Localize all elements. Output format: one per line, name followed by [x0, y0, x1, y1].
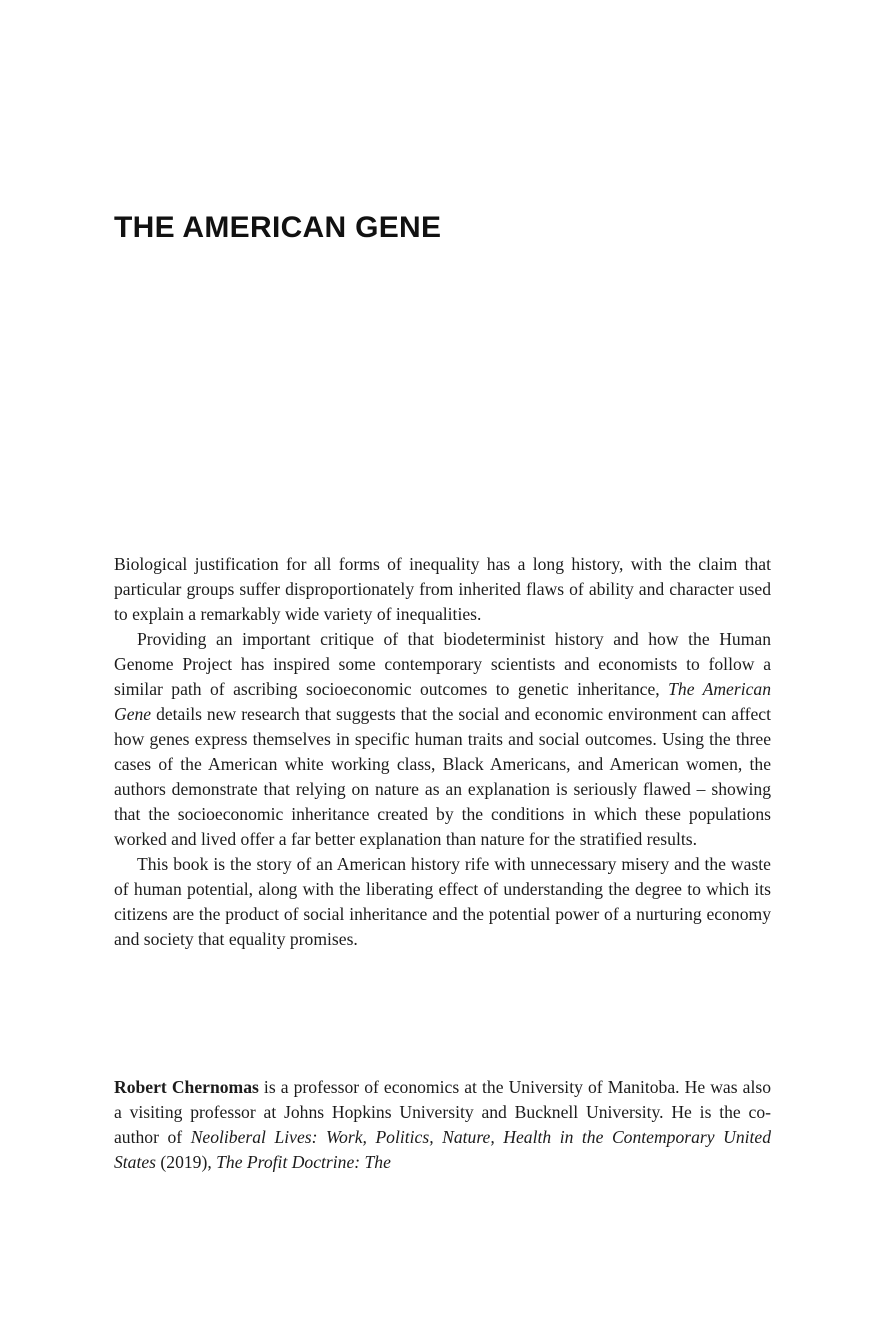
author-name: Robert Chernomas	[114, 1077, 259, 1097]
author-book-1: Neoliberal Lives: Work, Politics, Nature, Health in the Contemporary United States	[114, 1127, 771, 1172]
description-paragraph-3: This book is the story of an American history rife with unnecessary misery and the waste of human potential, along with the liberating effect of understanding the degree to which its citizens are the product of social inheritance and the potential power of a nurturing economy and society that equality promises.	[114, 854, 771, 949]
book-title-italic: The American Gene	[114, 679, 772, 724]
description-paragraph-2-start: Providing an important critique of that biodeterminist history and how the Human Genome Project has inspired some contemporary scientists and economists to follow a similar path of ascribing socioeconomic outcomes to genetic inheritance,	[114, 629, 771, 699]
description-paragraph-2	[114, 627, 771, 852]
author-bio	[114, 1075, 771, 1175]
description-paragraph-1: Biological justification for all forms of inequality has a long history, with the claim that particular groups suffer disproportionately from inherited flaws of ability and character used to explain a remarkably wide variety of inequalities.	[114, 554, 771, 624]
author-book-2: The Profit Doctrine: The	[216, 1152, 391, 1172]
author-bio-text-1: is a professor of economics at the University of Manitoba. He was also a visiting professor at Johns Hopkins University and Bucknell University. He is the co-author of	[114, 1077, 771, 1147]
book-title: THE AMERICAN GENE	[114, 211, 442, 244]
book-description	[114, 552, 771, 952]
description-paragraph-2-end: details new research that suggests that the social and economic environment can affect how genes express themselves in specific human traits and social outcomes. Using the three cases of the American white working class, Black Americans, and American women, the authors demonstrate that relying on nature as an explanation is seriously flawed – showing that the socioeconomic inheritance created by the conditions in which these populations worked and lived offer a far better explanation than nature for the stratified results.	[114, 704, 771, 849]
author-bio-text-2: (2019),	[156, 1152, 217, 1172]
